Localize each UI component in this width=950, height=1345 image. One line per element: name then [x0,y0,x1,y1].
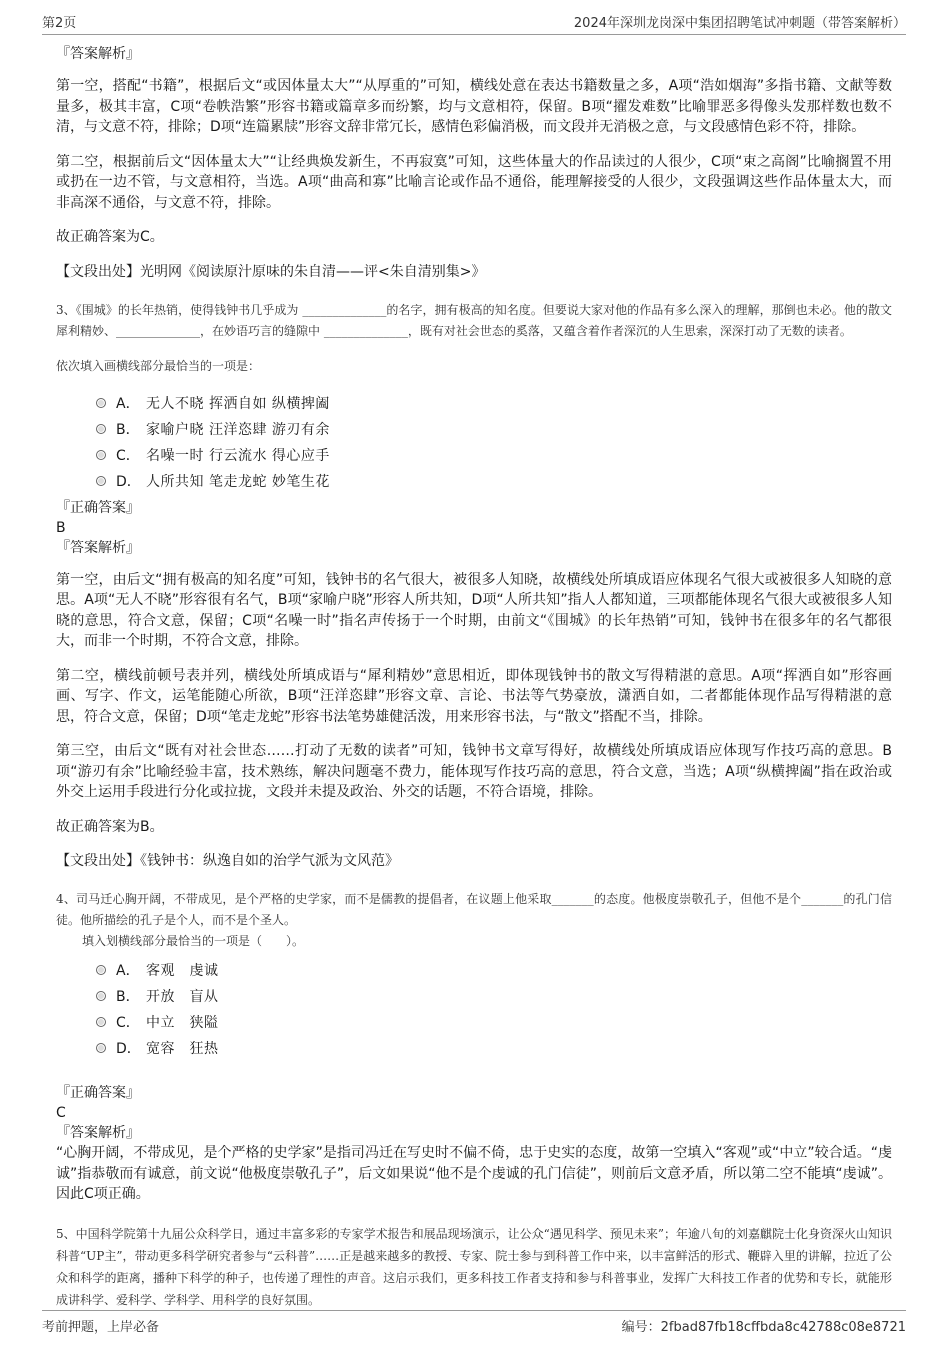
q4-analysis-title: 『答案解析』 [56,1125,140,1141]
q4-option-a[interactable] [96,957,892,983]
q2-conclusion: 故正确答案为C。 [56,229,164,245]
option-letter: C． [116,1015,140,1031]
document-id: 编号：2fbad87fb18cffbda8c42788c08e8721 [621,1320,906,1335]
q3-correct-answer: B [56,519,66,536]
question-5 [56,1223,892,1311]
q3-question-text: 3、《围城》的长年热销，使得钱钟书几乎成为 ______________的名字，拥有极高的知名度。但要说大家对他的作品有多么深入的理解，那倒也未必。他的散文犀利精妙、______________，在妙语巧言的缝隙中 ______________，既有对社会世态的奚落，又蕴含着作者深沉的人生思索，深深打动了无数的读者。 [56,302,892,338]
q2-source: 【文段出处】光明网《阅读原汁原味的朱自清——评<朱自清别集>》 [56,263,486,280]
radio-icon[interactable] [96,965,106,975]
option-text: 开放 盲从 [146,989,219,1005]
q5-question-text: 5、中国科学院第十九届公众科学日，通过丰富多彩的专家学术报告和展品现场演示，让公众“遇见科学、预见未来”；年逾八旬的刘嘉麒院士化身资深火山知识科普“UP主”，带动更多科学研究者参与“云科普”……正是越来越多的教授、专家、院士参与到科普工作中来，以丰富鲜活的形式、鞭辟入里的讲解，拉近了公众和科学的距离，播种下科学的种子，也传递了理性的声音。这启示我们，更多科技工作者支持和参与科普事业，发挥广大科技工作者的优势和专长，就能形成讲科学、爱科学、学科学、用科学的良好氛围。 [56,1226,892,1307]
option-text: 中立 狭隘 [146,1015,219,1031]
option-letter: D． [116,473,141,490]
option-text: 名噪一时 行云流水 得心应手 [146,447,330,464]
q2-analysis-p1: 第一空，搭配“书籍”，根据后文“或因体量太大”“从厚重的”可知，横线处意在表达书籍数量之多，A项“浩如烟海”多指书籍、文献等数量多，极其丰富，C项“卷帙浩繁”形容书籍或篇章多而纷繁，均与文意相符，保留。B项“擢发难数”比喻罪恶多得像头发那样数也数不清，与文意不符，排除；D项“连篇累牍”形容文辞非常冗长，感情色彩偏消极，而文段并无消极之意，与文段感情色彩不符，排除。 [56,78,892,135]
q2-analysis-p2: 第二空，根据前后文“因体量太大”“让经典焕发新生，不再寂寞”可知，这些体量大的作品读过的人很少，C项“束之高阁”比喻搁置不用或扔在一边不管，与文意相符，当选。A项“曲高和寡”比喻言论或作品不通俗，能理解接受的人很少，文段强调这些作品体量太大，而非高深不通俗，与文意不符，排除。 [56,153,892,211]
q3-analysis-p3: 第三空，由后文“既有对社会世态……打动了无数的读者”可知，钱钟书文章写得好，故横线处所填成语应体现写作技巧高的意思。B项“游刃有余”比喻经验丰富，技术熟练，解决问题毫不费力，能体现写作技巧高的意思，符合文意，当选；A项“纵横捭阖”指在政治或外交上运用手段进行分化或拉拢，文段并未提及政治、外交的话题，不符合语境，排除。 [56,743,892,800]
q2-analysis-title: 『答案解析』 [56,46,140,62]
q4-options [96,957,892,1061]
q4-instruction: 填入划横线部分最恰当的一项是（ ）。 [82,934,305,948]
radio-icon[interactable] [96,398,106,408]
option-letter: B． [116,421,140,438]
page-content [56,44,892,1311]
q3-analysis-title: 『答案解析』 [56,539,140,556]
q4-option-d[interactable] [96,1035,892,1061]
q4-analysis-p1: “心胸开阔，不带成见，是个严格的史学家”是指司冯迁在写史时不偏不倚，忠于史实的态度，故第一空填入“客观”或“中立”较合适。“虔诚”指恭敬而有诚意，前文说“他极度崇敬孔子”，后文如果说“他不是个虔诚的孔门信徒”，则前后文意矛盾，所以第二空不能填“虔诚”。因此C项正确。 [56,1145,892,1202]
option-text: 人所共知 笔走龙蛇 妙笔生花 [146,473,330,490]
option-text: 宽容 狂热 [146,1041,219,1057]
radio-icon[interactable] [96,1043,106,1053]
q4-option-c[interactable] [96,1009,892,1035]
q4-correct-title: 『正确答案』 [56,1085,140,1101]
option-letter: D． [116,1041,141,1057]
q3-option-a[interactable] [96,390,892,416]
question-4 [56,889,892,1205]
radio-icon[interactable] [96,991,106,1001]
option-letter: C． [116,447,140,464]
page-footer [42,1310,906,1335]
option-letter: B． [116,989,140,1005]
q3-analysis-p1: 第一空，由后文“拥有极高的知名度”可知，钱钟书的名气很大，被很多人知晓，故横线处所填成语应体现名气很大或被很多人知晓的意思。A项“无人不晓”形容很有名气，B项“家喻户晓”形容人所共知，D项“人所共知”指人人都知道，三项都能体现名气很大或被很多人知晓的意思，符合文意，保留；C项“名噪一时”指名声传扬于一个时期，由前文“《围城》的长年热销”可知，钱钟书在很多年的名气都很大，而非一个时期，不符合文意，排除。 [56,571,892,649]
q4-correct-answer: C [56,1105,66,1121]
q3-analysis-p2: 第二空，横线前顿号表并列，横线处所填成语与“犀利精妙”意思相近，即体现钱钟书的散文写得精湛的意思。A项“挥洒自如”形容画画、写字、作文，运笔能随心所欲，B项“汪洋恣肆”形容文章、言论、书法等气势豪放，潇洒自如，二者都能体现作品写得精湛的意思，符合文意，保留；D项“笔走龙蛇”形容书法笔势雄健活泼，用来形容书法，与“散文”搭配不当，排除。 [56,667,892,725]
option-letter: A． [116,395,140,412]
radio-icon[interactable] [96,476,106,486]
q3-options [96,390,892,494]
document-title: 2024年深圳龙岗深中集团招聘笔试冲刺题（带答案解析） [573,16,906,31]
q4-question-text: 4、司马迁心胸开阔，不带成见，是个严格的史学家，而不是儒教的提倡者，在议题上他采取_______的态度。他极度崇敬孔子，但他不是个_______的孔门信徒。他所描绘的孔子是个人，而不是个圣人。 [56,892,892,927]
radio-icon[interactable] [96,1017,106,1027]
option-text: 无人不晓 挥洒自如 纵横捭阖 [146,395,330,412]
q3-option-b[interactable] [96,416,892,442]
radio-icon[interactable] [96,450,106,460]
q3-option-c[interactable] [96,442,892,468]
q3-option-d[interactable] [96,468,892,494]
page-number: 第2页 [42,16,77,31]
q3-conclusion: 故正确答案为B。 [56,818,164,835]
radio-icon[interactable] [96,424,106,434]
question-3 [56,300,892,872]
option-text: 客观 虔诚 [146,963,219,979]
q3-source: 【文段出处】《钱钟书：纵逸自如的治学气派为文风范》 [56,853,399,869]
option-letter: A． [116,963,140,979]
page-header [42,8,906,35]
q4-option-b[interactable] [96,983,892,1009]
footer-slogan: 考前押题，上岸必备 [42,1320,160,1335]
q3-instruction: 依次填入画横线部分最恰当的一项是： [56,358,261,373]
option-text: 家喻户晓 汪洋恣肆 游刃有余 [146,421,330,438]
q3-correct-title: 『正确答案』 [56,499,140,516]
